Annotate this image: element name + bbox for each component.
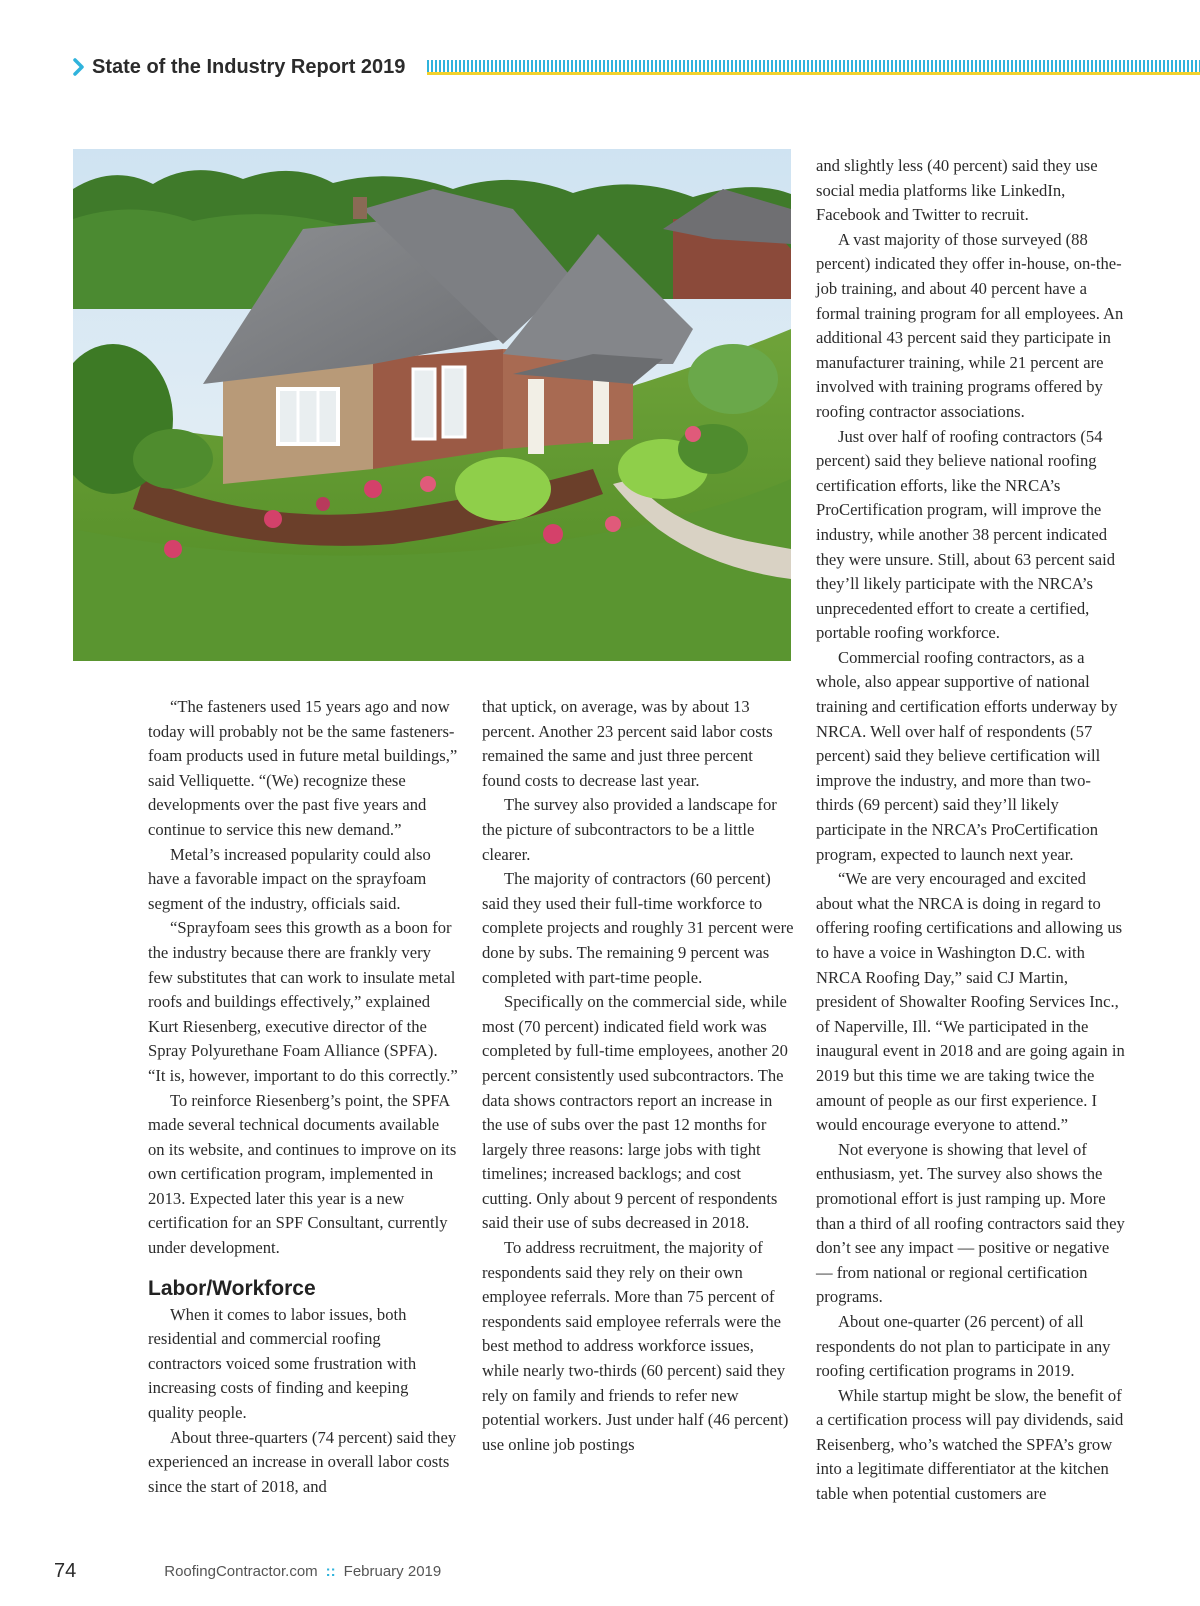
paragraph: The majority of contractors (60 percent) said they used their full-time workforce to complete projects and roughly 31 percent were done by subs. The remaining 9 percent was completed with part-time people. [482, 869, 794, 987]
paragraph: “We are very encouraged and excited about what the NRCA is doing in regard to offering roofing certifications and allowing us to have a voice in Washington D.C. with NRCA Roofing Day,” said CJ Martin, president of Showalter Roofing Services Inc., of Naperville, Ill. “We participated in the inaugural event in 2018 and are going again in 2019 but this time we are taking twice the amount of people as our first experience. I would encourage everyone to attend.” [816, 869, 1125, 1135]
house-photo [73, 149, 791, 661]
paragraph: “The fasteners used 15 years ago and now today will probably not be the same fasteners-foam products used in future metal buildings,” said Velliquette. “(We) recognize these developments over the past five years and continue to service this new demand.” [148, 697, 458, 839]
paragraph: About one-quarter (26 percent) of all respondents do not plan to participate in any roofing certification programs in 2019. [816, 1311, 1111, 1381]
paragraph: that uptick, on average, was by about 13 percent. Another 23 percent said labor costs remained the same and just three percent found costs to decrease last year. [482, 697, 773, 790]
page-header [72, 52, 1200, 82]
footer-separator: :: [325, 1562, 336, 1580]
header-decorative-bar [427, 60, 1200, 75]
chevron-right-icon [72, 56, 86, 78]
paragraph: “Sprayfoam sees this growth as a boon for the industry because there are frankly very few substitutes that can work to insulate metal roofs and buildings effectively,” explained Kurt Riesenberg, executive director of the Spray Polyurethane Foam Alliance (SPFA). “It is, however, important to do this correctly.” [148, 918, 458, 1085]
issue-date: February 2019 [343, 1562, 442, 1580]
article-column-3 [816, 154, 1126, 1507]
paragraph: Just over half of roofing contractors (54 percent) said they believe national roofing certification efforts, like the NRCA’s ProCertification program, will improve the industry, while another 38 percent indicated they were unsure. Still, about 63 percent said they’ll likely participate with the NRCA’s unprecedented effort to create a certified, portable roofing workforce. [816, 426, 1116, 643]
paragraph: and slightly less (40 percent) said they use social media platforms like LinkedIn, Facebook and Twitter to recruit. [816, 156, 1098, 225]
footer-site-link[interactable]: RoofingContractor.com [164, 1562, 318, 1580]
paragraph: While startup might be slow, the benefit of a certification process will pay dividends, said Reisenberg, who’s watched the SPFA’s grow into a legitimate differentiator at the kitchen table when potential customers are [816, 1385, 1124, 1504]
article-column-2 [482, 695, 794, 1457]
page-number: 74 [54, 1559, 77, 1582]
article-column-1 [148, 695, 458, 1499]
paragraph: About three-quarters (74 percent) said they experienced an increase in overall labor costs since the start of 2018, and [148, 1427, 457, 1496]
paragraph: To reinforce Riesenberg’s point, the SPFA made several technical documents available on its website, and continues to improve on its own certification program, implemented in 2013. Expected later this year is a new certification for an SPF Consultant, currently under development. [148, 1090, 457, 1258]
paragraph: A vast majority of those surveyed (88 percent) indicated they offer in-house, on-the-job training, and about 40 percent have a formal training program for all employees. An additional 43 percent said they participate in manufacturer training, while 21 percent are involved with training programs offered by roofing contractor associations. [816, 229, 1124, 421]
paragraph: Metal’s increased popularity could also have a favorable impact on the sprayfoam segment of the industry, officials said. [148, 844, 431, 913]
paragraph: Not everyone is showing that level of enthusiasm, yet. The survey also shows the promotional effort is just ramping up. More than a third of all roofing contractors said they don’t see any impact — positive or negative — from national or regional certification programs. [816, 1139, 1125, 1307]
paragraph: The survey also provided a landscape for the picture of subcontractors to be a little clearer. [482, 795, 777, 864]
paragraph: To address recruitment, the majority of respondents said they rely on their own employee referrals. More than 75 percent of respondents said employee referrals were the best method to address workforce issues, while nearly two-thirds (60 percent) said they rely on family and friends to refer new potential workers. Just under half (46 percent) use online job postings [482, 1238, 789, 1454]
paragraph: Commercial roofing contractors, as a whole, also appear supportive of national training and certification efforts underway by NRCA. Well over half of respondents (57 percent) said they believe certification will improve the industry, and more than two-thirds (69 percent) said they’ll likely participate in the NRCA’s ProCertification program, expected to launch next year. [816, 647, 1118, 864]
section-heading: Labor/Workforce [148, 1276, 316, 1300]
section-title: State of the Industry Report 2019 [92, 55, 406, 78]
paragraph: Specifically on the commercial side, while most (70 percent) indicated field work was completed by full-time employees, another 20 percent consistently used subcontractors. The data shows contractors report an increase in the use of subs over the past 12 months for largely three reasons: large jobs with tight timelines; increased backlogs; and cost cutting. Only about 9 percent of respondents said their use of subs decreased in 2018. [482, 992, 788, 1233]
page-footer [54, 1556, 654, 1586]
paragraph: When it comes to labor issues, both residential and commercial roofing contractors voiced some frustration with increasing costs of finding and keeping quality people. [148, 1304, 417, 1423]
